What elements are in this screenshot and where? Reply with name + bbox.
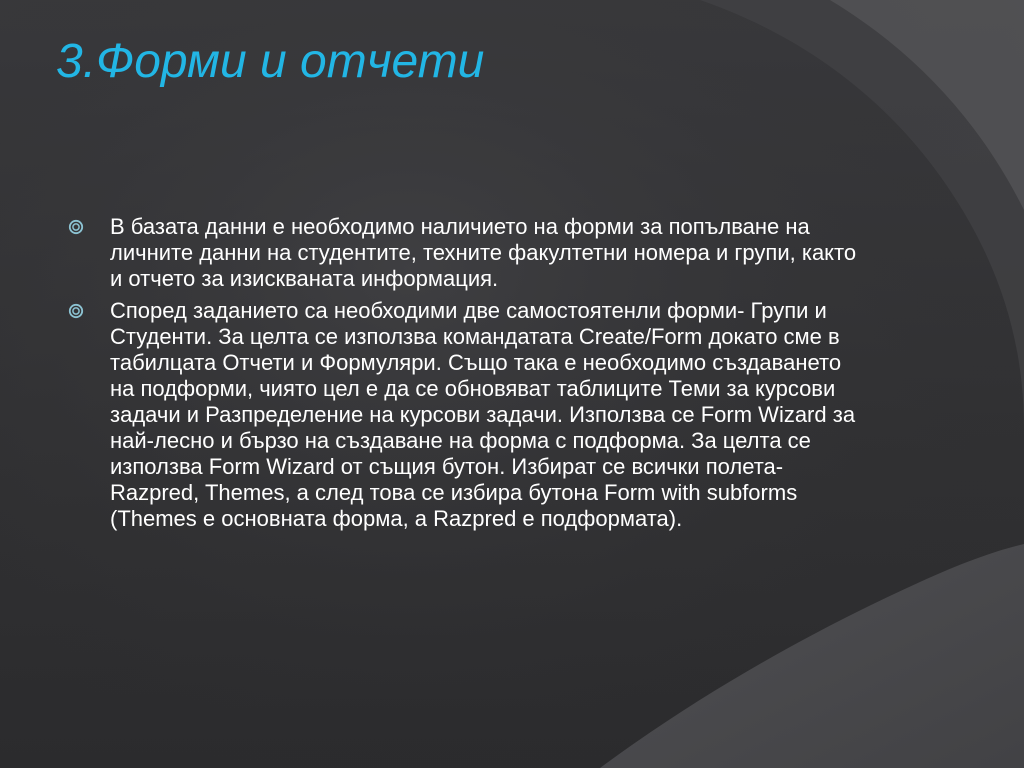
bullet-list bbox=[68, 214, 858, 538]
bullet-text-1: В базата данни е необходимо наличието на форми за попълване на личните данни на студентите, техните факултетни номера и групи, както и отчето за изискваната информация. bbox=[110, 214, 857, 291]
bullet-item-1 bbox=[68, 214, 858, 292]
circle-bullet-icon bbox=[68, 219, 84, 235]
slide-title: 3.Форми и отчети bbox=[56, 35, 485, 88]
bullet-text-2: Според заданието са необходими две самостоятенли форми- Групи и Студенти. За целта се използва командатата Create/Form докато сме в табилцата Отчети и Формуляри. Също така е необходимо създаването на подформи, чиято цел е да се обновяват таблиците Теми за курсови задачи и Разпределение на курсови задачи. Използва се Form Wizard за най-лесно и бързо на създаване на форма с подформа. За целта се използва Form Wizard от същия бутон. Избират се всички полета- Razpred, Themes, а след това се избира бутона Form with subforms (Themes е основната форма, а Razpred е подформата). bbox=[110, 298, 856, 531]
circle-bullet-icon bbox=[68, 303, 84, 319]
bullet-item-2 bbox=[68, 298, 858, 532]
